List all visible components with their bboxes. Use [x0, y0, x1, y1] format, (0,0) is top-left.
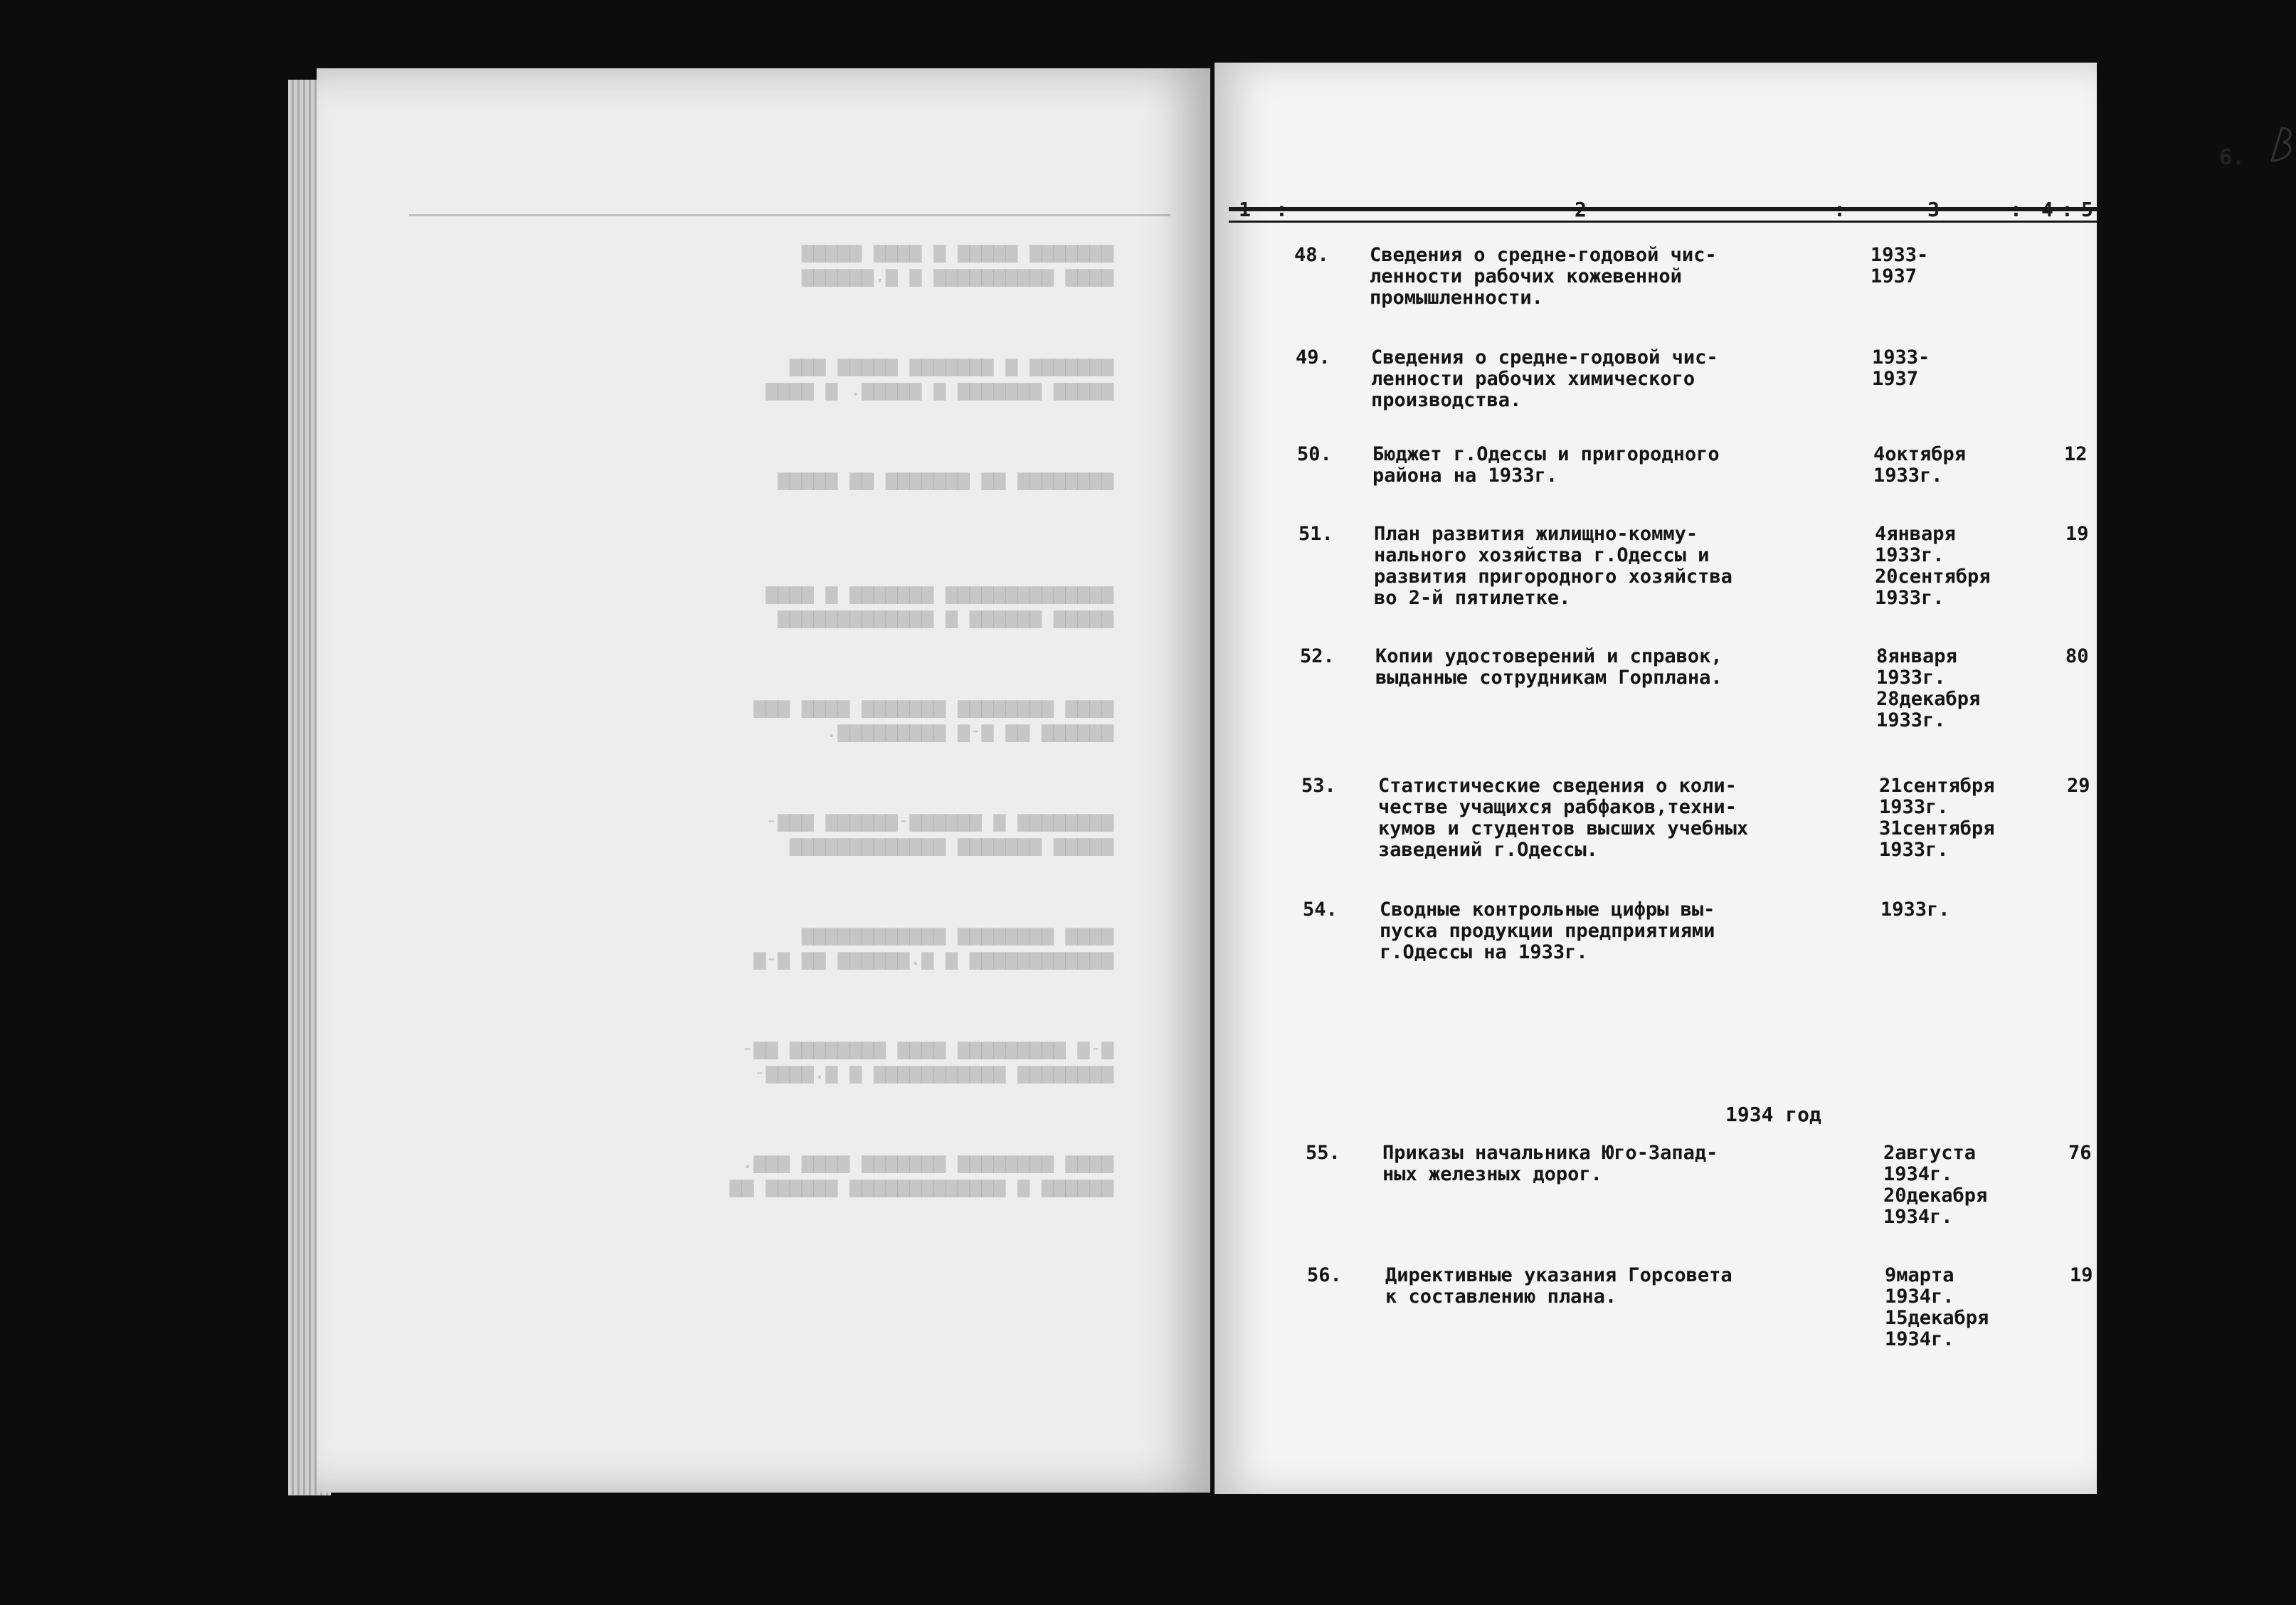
- handwritten-mark-icon: [2265, 124, 2296, 166]
- bleed-through-text: [402, 239, 1113, 1264]
- bleed-through-block: ▆-▆ ▆▆▆▆▆▆▆▆▆ ▆▆▆▆ ▆▆▆▆▆▆▆▆ ▆▆- ▆▆▆▆▆▆▆▆ ▆▆▆▆▆▆▆▆▆▆▆ ▆ ▆.▆▆▆▆-: [741, 1036, 1113, 1084]
- right-page: [1215, 63, 2245, 1494]
- entry-number: 52.: [1300, 645, 1335, 667]
- page-folio: 6.: [2219, 145, 2245, 170]
- entry-sheets: 19: [2065, 523, 2089, 545]
- entry-sheets: 80: [2065, 645, 2089, 667]
- entry-description: Копии удостоверений и справок, выданные сотрудникам Горплана.: [1375, 645, 1723, 689]
- entry-sheets: 29: [2067, 775, 2090, 797]
- entry-dates: 8января 1933г. 28декабря 1933г.: [1876, 645, 1981, 731]
- bleed-through-block: ▆▆▆▆▆▆▆▆▆▆▆▆▆▆ ▆▆▆▆▆▆▆ ▆ ▆▆▆▆ ▆▆▆▆▆ ▆▆▆▆▆▆ ▆ ▆▆▆▆▆▆▆▆▆▆▆▆▆: [766, 581, 1113, 628]
- entry-number: 51.: [1298, 523, 1333, 545]
- column-separator: :: [2061, 198, 2073, 221]
- entry-sheets: 76: [2068, 1142, 2092, 1164]
- column-header-2: 2: [1575, 198, 1587, 221]
- bleed-through-block: ▆▆▆▆▆▆▆ ▆▆▆▆▆ ▆ ▆▆▆▆ ▆▆▆▆▆ ▆▆▆▆ ▆▆▆▆▆▆▆▆▆▆ ▆ ▆.▆▆▆▆▆▆: [801, 239, 1113, 287]
- entry-dates: 9марта 1934г. 15декабря 1934г.: [1885, 1264, 1989, 1350]
- entry-description: Сведения о средне-годовой чис- ленности рабочих химического производства.: [1371, 346, 1718, 411]
- bleed-through-block: ▆▆▆▆ ▆▆▆▆▆▆▆▆ ▆▆▆▆▆▆▆ ▆▆▆▆ ▆▆▆ ▆▆▆▆▆▆ ▆▆ ▆-▆ ▆▆▆▆▆▆▆▆▆.: [753, 694, 1113, 742]
- column-header-1: 1: [1239, 198, 1251, 221]
- bleed-through-rule: [409, 214, 1170, 216]
- bleed-through-block: ▆▆▆▆▆▆▆▆ ▆ ▆▆▆▆▆▆-▆▆▆▆▆▆ ▆▆▆- ▆▆▆▆▆ ▆▆▆▆▆▆▆ ▆▆▆▆▆▆▆▆▆▆▆▆▆: [766, 808, 1113, 856]
- entry-sheets: 12: [2064, 443, 2088, 465]
- column-header-4: 4: [2041, 198, 2053, 221]
- entry-description: Приказы начальника Юго-Запад- ных железных дорог.: [1382, 1142, 1718, 1185]
- column-header-3: 3: [1927, 198, 1940, 221]
- bleed-through-block: ▆▆▆▆▆▆▆ ▆ ▆▆▆▆▆▆▆ ▆▆▆▆▆ ▆▆▆ ▆▆▆▆▆ ▆▆▆▆▆▆▆ ▆ ▆▆▆▆▆. ▆ ▆▆▆▆: [766, 353, 1113, 401]
- column-header-5: 5: [2081, 198, 2093, 221]
- header-rule-bottom: [1229, 221, 2097, 223]
- bleed-through-block: ▆▆▆▆ ▆▆▆▆▆▆▆▆ ▆▆▆▆▆▆▆▆▆▆▆▆ ▆▆▆▆▆▆▆▆▆▆▆▆ ▆ ▆.▆▆▆▆▆▆ ▆▆ ▆-▆: [753, 922, 1113, 970]
- column-separator: :: [1834, 198, 1846, 221]
- entry-dates: 1933- 1937: [1871, 244, 1929, 287]
- entry-dates: 4октября 1933г.: [1873, 443, 1967, 487]
- bleed-through-block: ▆▆▆▆▆▆▆▆ ▆▆ ▆▆▆▆▆▆▆ ▆▆ ▆▆▆▆▆: [777, 467, 1113, 490]
- entry-number: 54.: [1303, 899, 1338, 921]
- entry-dates: 1933- 1937: [1872, 346, 1930, 390]
- entry-number: 55.: [1306, 1142, 1340, 1164]
- entry-description: Сведения о средне-годовой чис- ленности рабочих кожевенной промышленности.: [1370, 244, 1717, 309]
- entry-description: Статистические сведения о коли- честве учащихся рабфаков,техни- кумов и студентов высших учебных заведений г.Одессы.: [1378, 775, 1749, 861]
- entry-number: 53.: [1301, 775, 1336, 797]
- entry-dates: 1933г.: [1880, 899, 1950, 921]
- entry-description: Бюджет г.Одессы и пригородного района на 1933г.: [1372, 443, 1720, 487]
- entry-description: План развития жилищно-комму- нального хозяйства г.Одессы и развития пригородного хозяйства во 2-й пятилетке.: [1374, 523, 1732, 609]
- entry-dates: 4января 1933г. 20сентября 1933г.: [1875, 523, 1991, 609]
- entry-description: Сводные контрольные цифры вы- пуска продукции предприятиями г.Одессы на 1933г.: [1380, 899, 1715, 963]
- bleed-through-block: ▆▆▆▆ ▆▆▆▆▆▆▆▆ ▆▆▆▆▆▆▆ ▆▆▆▆ ▆▆▆. ▆▆▆▆▆▆ ▆ ▆▆▆▆▆▆▆▆▆▆▆▆▆ ▆▆▆▆▆▆ ▆▆: [729, 1150, 1113, 1197]
- entry-dates: 21сентября 1933г. 31сентября 1933г.: [1879, 775, 1995, 861]
- year-heading: 1934 год: [1725, 1103, 1821, 1126]
- entry-dates: 2августа 1934г. 20декабря 1934г.: [1883, 1142, 1988, 1228]
- column-separator: :: [2010, 198, 2022, 221]
- header-rule-top: [1229, 207, 2097, 211]
- entry-number: 50.: [1297, 443, 1332, 465]
- entry-description: Директивные указания Горсовета к составлению плана.: [1385, 1264, 1732, 1308]
- left-page: [317, 68, 1213, 1493]
- open-book: [288, 63, 2245, 1500]
- entry-number: 49.: [1296, 346, 1330, 369]
- entry-sheets: 19: [2070, 1264, 2093, 1286]
- entry-number: 56.: [1307, 1264, 1342, 1286]
- entry-number: 48.: [1294, 244, 1329, 266]
- column-separator: :: [1276, 198, 1288, 221]
